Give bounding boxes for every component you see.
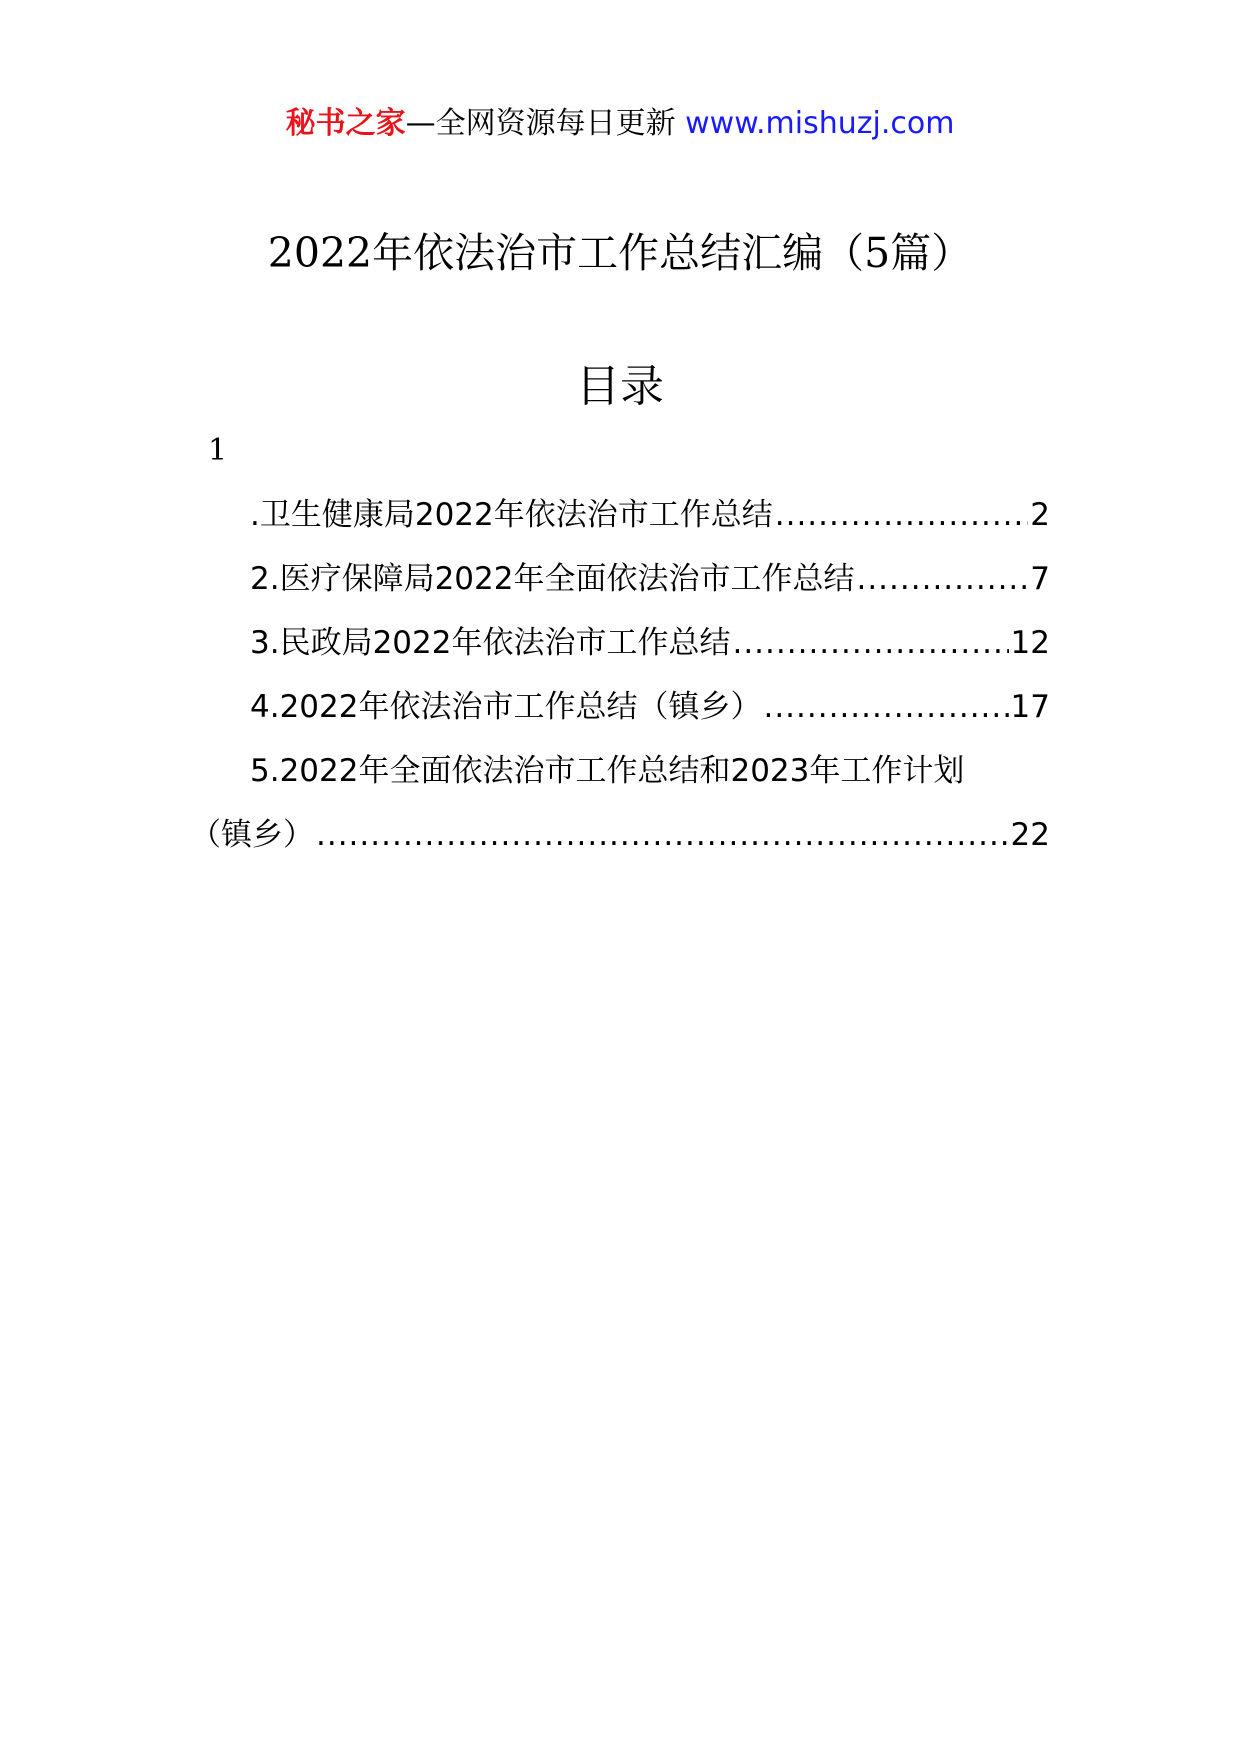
- toc-entry-1[interactable]: [250, 490, 1050, 540]
- site-brand: 秘书之家: [285, 106, 406, 141]
- toc-entry-text: 4.2022年依法治市工作总结（镇乡）: [250, 689, 762, 725]
- toc-entry-text: （镇乡）: [190, 817, 314, 853]
- site-slogan: —全网资源每日更新: [405, 106, 676, 141]
- toc-entry-text: 2.医疗保障局2022年全面依法治市工作总结: [250, 561, 855, 597]
- toc-entry-5-line2[interactable]: [190, 810, 1050, 860]
- toc-page-number: 12: [1010, 625, 1050, 661]
- toc-entry-text: .卫生健康局2022年依法治市工作总结: [250, 497, 773, 533]
- toc-dot-leader: [763, 682, 1008, 732]
- toc-stray-number: 1: [208, 433, 228, 468]
- toc-dot-leader: [732, 618, 1008, 668]
- document-title: 2022年依法治市工作总结汇编（5篇）: [267, 229, 973, 277]
- toc-page-number: 22: [1010, 817, 1050, 853]
- toc-dot-leader: [856, 554, 1028, 604]
- toc-entry-text: 3.民政局2022年依法治市工作总结: [250, 625, 731, 661]
- site-url-link[interactable]: www.mishuzj.com: [685, 106, 955, 141]
- toc-entry-3[interactable]: [250, 618, 1050, 668]
- toc-page-number: 2: [1030, 497, 1050, 533]
- toc-dot-leader: [316, 810, 1009, 860]
- toc-entry-5-line1[interactable]: 5.2022年全面依法治市工作总结和2023年工作计划: [250, 753, 965, 789]
- toc-page-number: 17: [1010, 689, 1050, 725]
- toc-dot-leader: [775, 490, 1029, 540]
- toc-entry-4[interactable]: [250, 682, 1050, 732]
- toc-entry-2[interactable]: [250, 554, 1050, 604]
- toc-page-number: 7: [1030, 561, 1050, 597]
- toc-heading: 目录: [576, 361, 664, 412]
- site-header: [0, 98, 1240, 150]
